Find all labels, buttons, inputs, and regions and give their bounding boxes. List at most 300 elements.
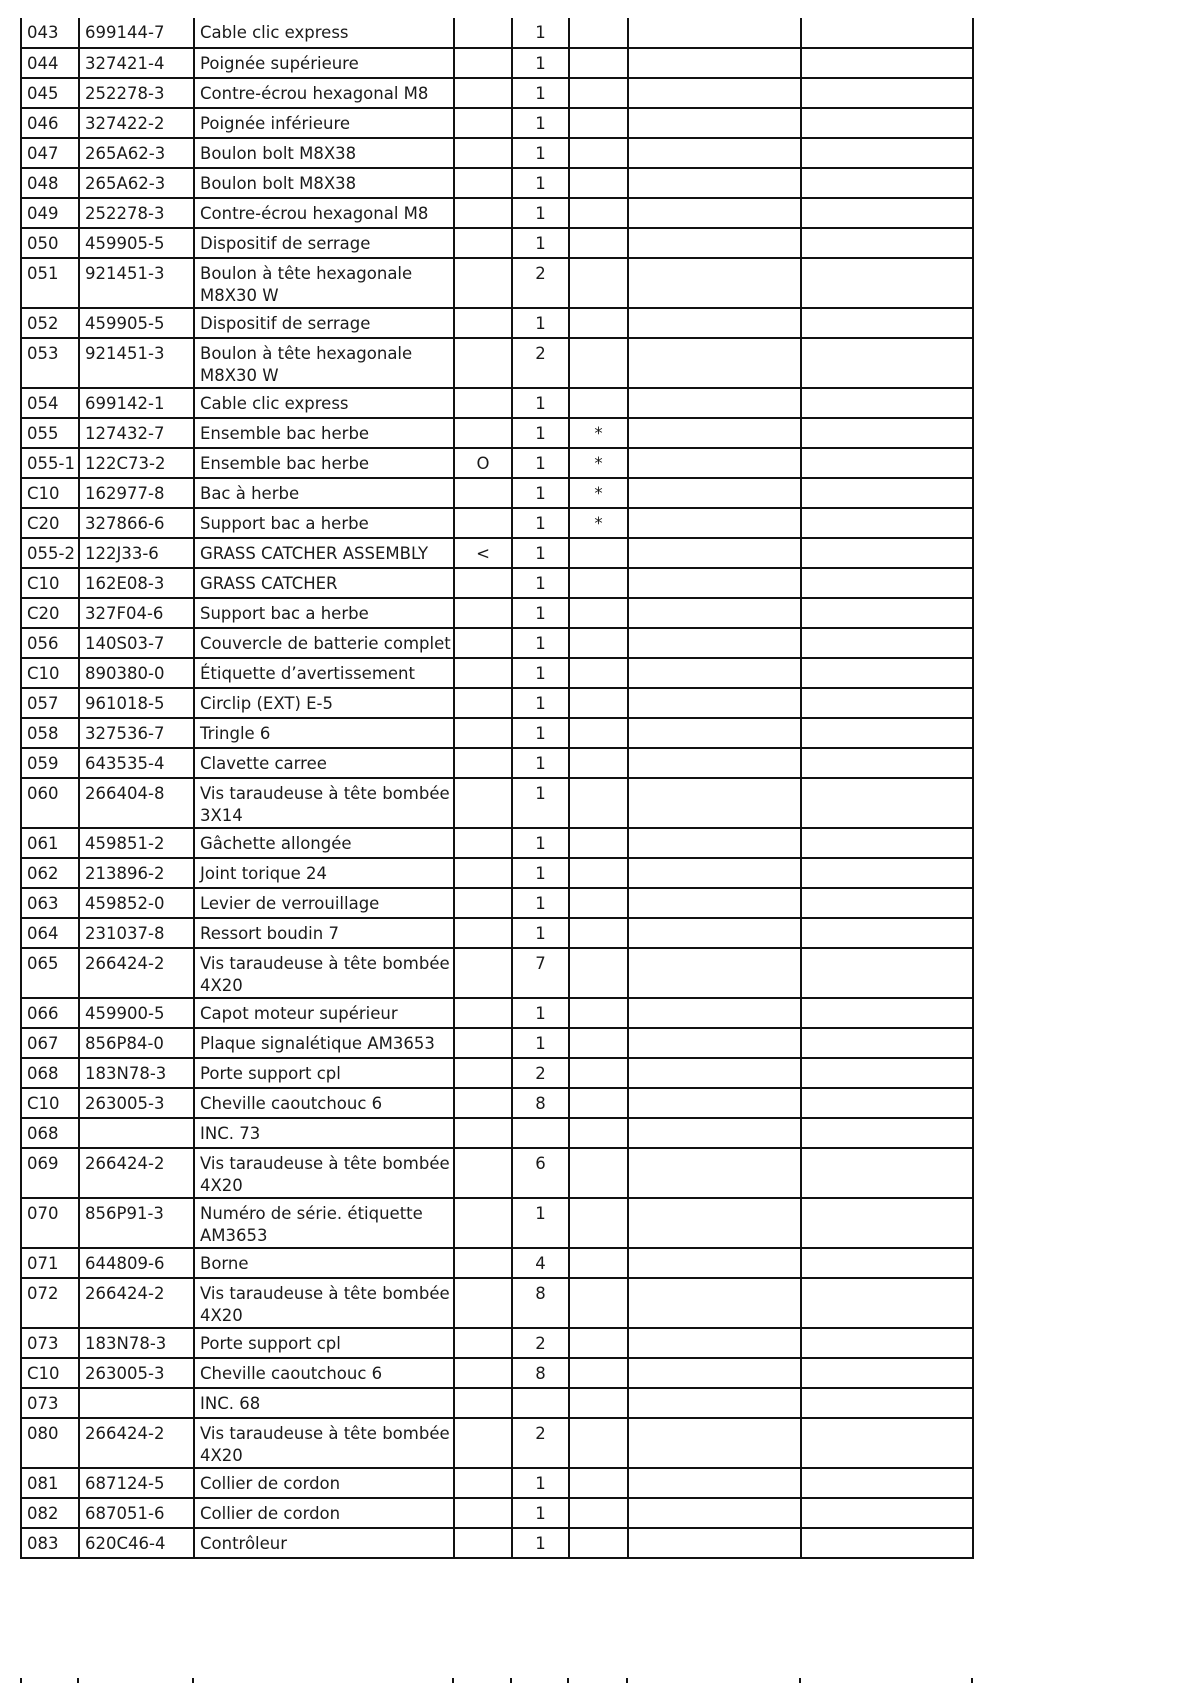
description-cell: Collier de cordon — [194, 1468, 454, 1498]
option-cell — [454, 418, 512, 448]
table-continuation-line — [510, 1678, 512, 1683]
table-row — [21, 78, 973, 108]
part-number-cell: 252278-3 — [79, 198, 194, 228]
ref-cell: 056 — [21, 628, 79, 658]
quantity-cell: 1 — [512, 418, 569, 448]
ref-cell: 044 — [21, 48, 79, 78]
quantity-cell: 1 — [512, 308, 569, 338]
part-number-cell: 687124-5 — [79, 1468, 194, 1498]
option-cell — [454, 478, 512, 508]
part-number-cell: 127432-7 — [79, 418, 194, 448]
blank-cell — [801, 258, 973, 308]
note-cell — [569, 1358, 628, 1388]
table-row — [21, 538, 973, 568]
ref-cell: 051 — [21, 258, 79, 308]
part-number-cell: 961018-5 — [79, 688, 194, 718]
option-cell — [454, 1278, 512, 1328]
quantity-cell: 1 — [512, 388, 569, 418]
quantity-cell: 1 — [512, 748, 569, 778]
description-cell: GRASS CATCHER ASSEMBLY — [194, 538, 454, 568]
table-row — [21, 598, 973, 628]
blank-cell — [628, 778, 801, 828]
note-cell — [569, 1088, 628, 1118]
ref-cell: 064 — [21, 918, 79, 948]
table-continuation-line — [971, 1678, 973, 1683]
option-cell — [454, 598, 512, 628]
blank-cell — [628, 478, 801, 508]
blank-cell — [801, 1528, 973, 1558]
option-cell — [454, 228, 512, 258]
note-cell — [569, 538, 628, 568]
note-cell — [569, 598, 628, 628]
ref-cell: 081 — [21, 1468, 79, 1498]
description-cell: Ensemble bac herbe — [194, 448, 454, 478]
description-cell: Vis taraudeuse à tête bombée 4X20 — [194, 1278, 454, 1328]
option-cell: < — [454, 538, 512, 568]
ref-cell: 057 — [21, 688, 79, 718]
note-cell — [569, 388, 628, 418]
part-number-cell: 459852-0 — [79, 888, 194, 918]
blank-cell — [801, 1088, 973, 1118]
note-cell — [569, 1058, 628, 1088]
blank-cell — [628, 388, 801, 418]
note-cell — [569, 168, 628, 198]
blank-cell — [628, 888, 801, 918]
option-cell — [454, 1418, 512, 1468]
option-cell — [454, 1498, 512, 1528]
blank-cell — [801, 1058, 973, 1088]
ref-cell: 065 — [21, 948, 79, 998]
description-cell: Contre-écrou hexagonal M8 — [194, 78, 454, 108]
option-cell — [454, 168, 512, 198]
blank-cell — [801, 308, 973, 338]
blank-cell — [801, 418, 973, 448]
blank-cell — [801, 78, 973, 108]
quantity-cell: 1 — [512, 568, 569, 598]
ref-cell: 068 — [21, 1118, 79, 1148]
ref-cell: 054 — [21, 388, 79, 418]
quantity-cell: 1 — [512, 1528, 569, 1558]
blank-cell — [801, 1418, 973, 1468]
ref-cell: 068 — [21, 1058, 79, 1088]
option-cell — [454, 108, 512, 138]
table-row — [21, 18, 973, 48]
option-cell — [454, 1118, 512, 1148]
quantity-cell: 1 — [512, 228, 569, 258]
description-cell: Collier de cordon — [194, 1498, 454, 1528]
blank-cell — [628, 1198, 801, 1248]
description-cell: Plaque signalétique AM3653 — [194, 1028, 454, 1058]
table-row — [21, 918, 973, 948]
table-row — [21, 1058, 973, 1088]
ref-cell: 055-2 — [21, 538, 79, 568]
table-row — [21, 108, 973, 138]
blank-cell — [801, 478, 973, 508]
quantity-cell: 2 — [512, 1328, 569, 1358]
note-cell — [569, 628, 628, 658]
table-row — [21, 688, 973, 718]
ref-cell: 060 — [21, 778, 79, 828]
option-cell — [454, 1358, 512, 1388]
option-cell — [454, 138, 512, 168]
ref-cell: 046 — [21, 108, 79, 138]
note-cell — [569, 1328, 628, 1358]
part-number-cell: 699142-1 — [79, 388, 194, 418]
note-cell — [569, 948, 628, 998]
blank-cell — [801, 888, 973, 918]
option-cell — [454, 1028, 512, 1058]
description-cell: Porte support cpl — [194, 1328, 454, 1358]
option-cell — [454, 568, 512, 598]
quantity-cell: 1 — [512, 478, 569, 508]
blank-cell — [801, 1278, 973, 1328]
table-continuation-line — [626, 1678, 628, 1683]
quantity-cell: 1 — [512, 858, 569, 888]
note-cell — [569, 918, 628, 948]
table-row — [21, 1388, 973, 1418]
note-cell — [569, 658, 628, 688]
blank-cell — [628, 1088, 801, 1118]
quantity-cell: 1 — [512, 108, 569, 138]
ref-cell: 067 — [21, 1028, 79, 1058]
ref-cell: 047 — [21, 138, 79, 168]
blank-cell — [801, 918, 973, 948]
note-cell — [569, 1388, 628, 1418]
ref-cell: 059 — [21, 748, 79, 778]
ref-cell: 061 — [21, 828, 79, 858]
table-row — [21, 138, 973, 168]
table-row — [21, 828, 973, 858]
table-continuation-line — [77, 1678, 79, 1683]
part-number-cell: 890380-0 — [79, 658, 194, 688]
quantity-cell: 1 — [512, 1028, 569, 1058]
quantity-cell: 8 — [512, 1278, 569, 1328]
quantity-cell: 2 — [512, 258, 569, 308]
blank-cell — [628, 1468, 801, 1498]
part-number-cell: 327866-6 — [79, 508, 194, 538]
note-cell — [569, 1418, 628, 1468]
note-cell — [569, 688, 628, 718]
table-row — [21, 508, 973, 538]
note-cell — [569, 48, 628, 78]
part-number-cell: 643535-4 — [79, 748, 194, 778]
part-number-cell: 459905-5 — [79, 308, 194, 338]
part-number-cell: 459905-5 — [79, 228, 194, 258]
part-number-cell: 327421-4 — [79, 48, 194, 78]
blank-cell — [801, 1388, 973, 1418]
table-row — [21, 198, 973, 228]
option-cell — [454, 198, 512, 228]
option-cell — [454, 888, 512, 918]
ref-cell: 062 — [21, 858, 79, 888]
table-row — [21, 888, 973, 918]
ref-cell: 052 — [21, 308, 79, 338]
option-cell — [454, 308, 512, 338]
ref-cell: 080 — [21, 1418, 79, 1468]
ref-cell: 083 — [21, 1528, 79, 1558]
blank-cell — [801, 448, 973, 478]
quantity-cell: 1 — [512, 448, 569, 478]
description-cell: Cheville caoutchouc 6 — [194, 1358, 454, 1388]
table-row — [21, 718, 973, 748]
table-row — [21, 308, 973, 338]
part-number-cell: 231037-8 — [79, 918, 194, 948]
blank-cell — [628, 948, 801, 998]
option-cell — [454, 998, 512, 1028]
blank-cell — [801, 598, 973, 628]
blank-cell — [628, 998, 801, 1028]
ref-cell: 073 — [21, 1388, 79, 1418]
part-number-cell: 266424-2 — [79, 1148, 194, 1198]
part-number-cell: 644809-6 — [79, 1248, 194, 1278]
ref-cell: C10 — [21, 478, 79, 508]
description-cell: Circlip (EXT) E-5 — [194, 688, 454, 718]
description-cell: Vis taraudeuse à tête bombée 4X20 — [194, 1148, 454, 1198]
table-continuation-line — [567, 1678, 569, 1683]
blank-cell — [801, 1248, 973, 1278]
note-cell — [569, 858, 628, 888]
part-number-cell: 162E08-3 — [79, 568, 194, 598]
description-cell: Cable clic express — [194, 18, 454, 48]
description-cell: Vis taraudeuse à tête bombée 3X14 — [194, 778, 454, 828]
table-row — [21, 1358, 973, 1388]
description-cell: Support bac a herbe — [194, 508, 454, 538]
description-cell: Étiquette d’avertissement — [194, 658, 454, 688]
blank-cell — [801, 508, 973, 538]
description-cell: Boulon à tête hexagonale M8X30 W — [194, 338, 454, 388]
ref-cell: C20 — [21, 598, 79, 628]
option-cell — [454, 388, 512, 418]
note-cell — [569, 1468, 628, 1498]
description-cell: Contrôleur — [194, 1528, 454, 1558]
option-cell — [454, 1088, 512, 1118]
quantity-cell: 1 — [512, 998, 569, 1028]
blank-cell — [801, 138, 973, 168]
blank-cell — [628, 828, 801, 858]
table-row — [21, 388, 973, 418]
blank-cell — [801, 1358, 973, 1388]
blank-cell — [628, 448, 801, 478]
blank-cell — [801, 858, 973, 888]
note-cell — [569, 1278, 628, 1328]
ref-cell: 050 — [21, 228, 79, 258]
table-row — [21, 658, 973, 688]
description-cell: Support bac a herbe — [194, 598, 454, 628]
ref-cell: 058 — [21, 718, 79, 748]
option-cell — [454, 1468, 512, 1498]
table-row — [21, 418, 973, 448]
blank-cell — [628, 48, 801, 78]
blank-cell — [628, 78, 801, 108]
note-cell — [569, 198, 628, 228]
ref-cell: 071 — [21, 1248, 79, 1278]
ref-cell: 055 — [21, 418, 79, 448]
table-row — [21, 478, 973, 508]
blank-cell — [801, 1198, 973, 1248]
table-row — [21, 1468, 973, 1498]
blank-cell — [628, 1278, 801, 1328]
part-number-cell — [79, 1118, 194, 1148]
table-row — [21, 948, 973, 998]
blank-cell — [628, 308, 801, 338]
quantity-cell: 2 — [512, 338, 569, 388]
ref-cell: 072 — [21, 1278, 79, 1328]
part-number-cell: 265A62-3 — [79, 168, 194, 198]
description-cell: Levier de verrouillage — [194, 888, 454, 918]
quantity-cell: 1 — [512, 828, 569, 858]
table-continuation-line — [20, 1678, 22, 1683]
blank-cell — [801, 948, 973, 998]
table-continuation-line — [799, 1678, 801, 1683]
blank-cell — [628, 1388, 801, 1418]
ref-cell: 063 — [21, 888, 79, 918]
note-cell: * — [569, 508, 628, 538]
quantity-cell: 1 — [512, 688, 569, 718]
quantity-cell: 8 — [512, 1088, 569, 1118]
description-cell: Poignée inférieure — [194, 108, 454, 138]
table-row — [21, 168, 973, 198]
ref-cell: C10 — [21, 1358, 79, 1388]
option-cell — [454, 718, 512, 748]
description-cell: Boulon à tête hexagonale M8X30 W — [194, 258, 454, 308]
blank-cell — [628, 1118, 801, 1148]
option-cell — [454, 1198, 512, 1248]
description-cell: Porte support cpl — [194, 1058, 454, 1088]
ref-cell: 055-1 — [21, 448, 79, 478]
table-row — [21, 48, 973, 78]
blank-cell — [801, 1028, 973, 1058]
option-cell — [454, 1058, 512, 1088]
quantity-cell: 1 — [512, 888, 569, 918]
blank-cell — [628, 858, 801, 888]
note-cell — [569, 1148, 628, 1198]
table-continuation-line — [452, 1678, 454, 1683]
ref-cell: C10 — [21, 658, 79, 688]
table-row — [21, 568, 973, 598]
table-row — [21, 1198, 973, 1248]
note-cell — [569, 228, 628, 258]
quantity-cell: 1 — [512, 778, 569, 828]
blank-cell — [801, 718, 973, 748]
part-number-cell: 183N78-3 — [79, 1328, 194, 1358]
option-cell — [454, 508, 512, 538]
description-cell: Poignée supérieure — [194, 48, 454, 78]
quantity-cell: 1 — [512, 78, 569, 108]
option-cell — [454, 1148, 512, 1198]
quantity-cell — [512, 1388, 569, 1418]
blank-cell — [801, 388, 973, 418]
quantity-cell: 1 — [512, 138, 569, 168]
part-number-cell: 459851-2 — [79, 828, 194, 858]
quantity-cell: 8 — [512, 1358, 569, 1388]
note-cell: * — [569, 448, 628, 478]
table-row — [21, 1088, 973, 1118]
table-row — [21, 748, 973, 778]
option-cell — [454, 828, 512, 858]
note-cell — [569, 888, 628, 918]
table-row — [21, 1028, 973, 1058]
note-cell — [569, 998, 628, 1028]
ref-cell: 066 — [21, 998, 79, 1028]
description-cell: Dispositif de serrage — [194, 308, 454, 338]
blank-cell — [628, 1028, 801, 1058]
option-cell — [454, 1528, 512, 1558]
blank-cell — [628, 658, 801, 688]
option-cell — [454, 918, 512, 948]
ref-cell: 048 — [21, 168, 79, 198]
option-cell — [454, 1328, 512, 1358]
description-cell: Dispositif de serrage — [194, 228, 454, 258]
ref-cell: 049 — [21, 198, 79, 228]
ref-cell: C10 — [21, 1088, 79, 1118]
note-cell — [569, 718, 628, 748]
description-cell: Cable clic express — [194, 388, 454, 418]
ref-cell: C20 — [21, 508, 79, 538]
ref-cell: 082 — [21, 1498, 79, 1528]
note-cell — [569, 1118, 628, 1148]
ref-cell: 045 — [21, 78, 79, 108]
blank-cell — [801, 198, 973, 228]
note-cell — [569, 338, 628, 388]
note-cell — [569, 1028, 628, 1058]
part-number-cell: 122C73-2 — [79, 448, 194, 478]
quantity-cell: 2 — [512, 1058, 569, 1088]
table-row — [21, 258, 973, 308]
note-cell — [569, 18, 628, 48]
description-cell: Bac à herbe — [194, 478, 454, 508]
description-cell: Ensemble bac herbe — [194, 418, 454, 448]
blank-cell — [628, 1148, 801, 1198]
blank-cell — [801, 1468, 973, 1498]
option-cell: O — [454, 448, 512, 478]
option-cell — [454, 628, 512, 658]
description-cell: INC. 68 — [194, 1388, 454, 1418]
part-number-cell: 213896-2 — [79, 858, 194, 888]
description-cell: Contre-écrou hexagonal M8 — [194, 198, 454, 228]
blank-cell — [628, 1248, 801, 1278]
part-number-cell: 327F04-6 — [79, 598, 194, 628]
option-cell — [454, 658, 512, 688]
quantity-cell: 1 — [512, 598, 569, 628]
note-cell — [569, 568, 628, 598]
table-row — [21, 628, 973, 658]
blank-cell — [801, 1328, 973, 1358]
part-number-cell: 263005-3 — [79, 1358, 194, 1388]
option-cell — [454, 688, 512, 718]
parts-list-table — [20, 18, 974, 1559]
description-cell: Clavette carree — [194, 748, 454, 778]
quantity-cell: 1 — [512, 1498, 569, 1528]
ref-cell: 043 — [21, 18, 79, 48]
blank-cell — [628, 1358, 801, 1388]
part-number-cell: 263005-3 — [79, 1088, 194, 1118]
description-cell: GRASS CATCHER — [194, 568, 454, 598]
blank-cell — [801, 998, 973, 1028]
table-continuation-line — [192, 1678, 194, 1683]
quantity-cell: 1 — [512, 48, 569, 78]
ref-cell: C10 — [21, 568, 79, 598]
blank-cell — [801, 688, 973, 718]
table-row — [21, 1328, 973, 1358]
description-cell: Numéro de série. étiquette AM3653 — [194, 1198, 454, 1248]
note-cell — [569, 308, 628, 338]
parts-list-body — [21, 18, 973, 1558]
blank-cell — [801, 1498, 973, 1528]
note-cell — [569, 138, 628, 168]
table-row — [21, 228, 973, 258]
ref-cell: 053 — [21, 338, 79, 388]
part-number-cell: 266424-2 — [79, 1418, 194, 1468]
